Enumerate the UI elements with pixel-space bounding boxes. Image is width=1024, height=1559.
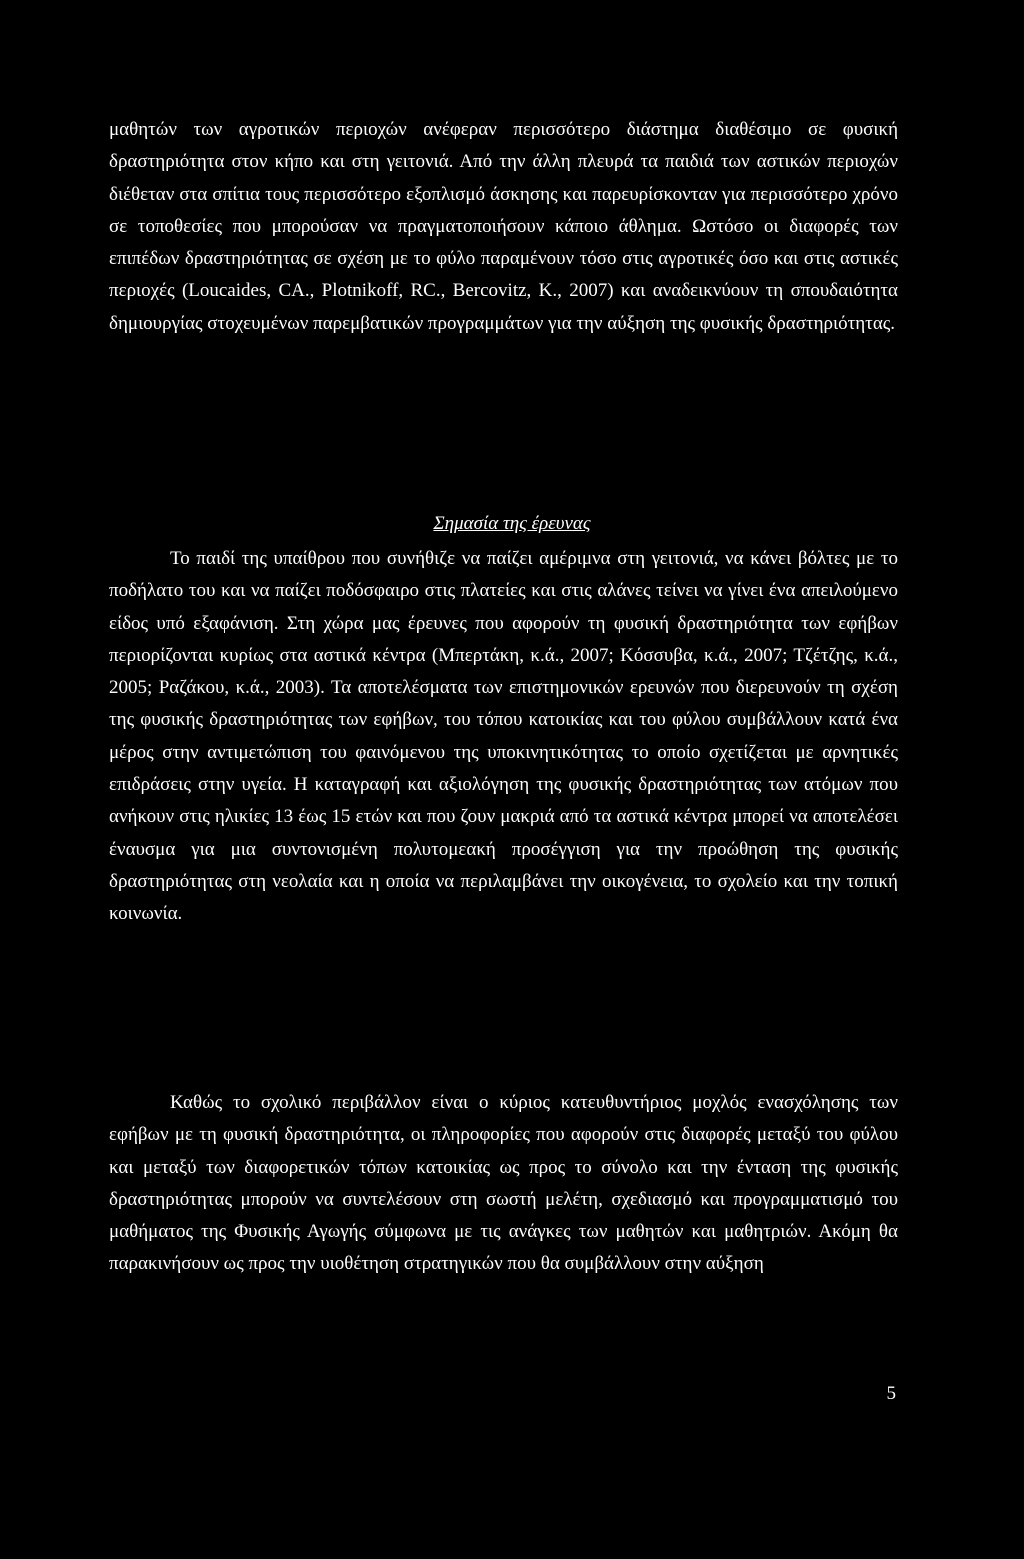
body-paragraph-3: Καθώς το σχολικό περιβάλλον είναι ο κύριος κατευθυντήριος μοχλός ενασχόλησης των εφήβων με τη φυσική δραστηριότητα, οι πληροφορίες που αφορούν στις διαφορές μεταξύ του φύλου και μεταξύ των διαφορετικών τόπων κατοικίας ως προς το σύνολο και την ένταση της φυσικής δραστηριότητας μπορούν να συντελέσουν στη σωστή μελέτη, σχεδιασμό και προγραμματισμό του μαθήματος της Φυσικής Αγωγής σύμφωνα με τις ανάγκες των μαθητών και μαθητριών. Ακόμη θα παρακινήσουν ως προς την υιοθέτηση στρατηγικών που θα συμβάλλουν στην αύξηση xyxy=(109,1092,898,1275)
body-paragraph-1: μαθητών των αγροτικών περιοχών ανέφεραν περισσότερο διάστημα διαθέσιμο σε φυσική δραστηριότητα στον κήπο και στη γειτονιά. Από την άλλη πλευρά τα παιδιά των αστικών περιοχών διέθεταν στα σπίτια τους περισσότερο εξοπλισμό άσκησης και παρευρίσκονταν για περισσότερο χρόνο σε τοποθεσίες που μπορούσαν να πραγματοποιήσουν κάποιο άθλημα. Ωστόσο οι διαφορές των επιπέδων δραστηριότητας σε σχέση με το φύλο παραμένουν τόσο στις αγροτικές όσο και στις αστικές περιοχές (Loucaides, CA., Plotnikoff, RC., Bercovitz, K., 2007) και αναδεικνύουν τη σπουδαιότητα δημιουργίας στοχευμένων παρεμβατικών προγραμμάτων για την αύξηση της φυσικής δραστηριότητας. xyxy=(109,119,898,334)
page-number: 5 xyxy=(886,1383,896,1404)
body-paragraph-2: Το παιδί της υπαίθρου που συνήθιζε να παίζει αμέριμνα στη γειτονιά, να κάνει βόλτες με το ποδήλατο του και να παίζει ποδόσφαιρο στις πλατείες και στις αλάνες τείνει να γίνει ένα απειλούμενο είδος υπό εξαφάνιση. Στη χώρα μας έρευνες που αφορούν τη φυσική δραστηριότητα των εφήβων περιορίζονται κυρίως στα αστικά κέντρα (Μπερτάκη, κ.ά., 2007; Κόσσυβα, κ.ά., 2007; Τζέτζης, κ.ά., 2005; Ραζάκου, κ.ά., 2003). Τα αποτελέσματα των επιστημονικών ερευνών που διερευνούν τη σχέση της φυσικής δραστηριότητας των εφήβων, του τόπου κατοικίας και του φύλου συμβάλλουν κατά ένα μέρος στην αντιμετώπιση του φαινόμενου της υποκινητικότητας το οποίο σχετίζεται με αρνητικές επιδράσεις στην υγεία. Η καταγραφή και αξιολόγηση της φυσικής δραστηριότητας των ατόμων που ανήκουν στις ηλικίες 13 έως 15 ετών και που ζουν μακριά από τα αστικά κέντρα μπορεί να αποτελέσει έναυσμα για μια συντονισμένη πολυτομεακή προσέγγιση για την προώθηση της φυσικής δραστηριότητας στη νεολαία και η οποία να περιλαμβάνει την οικογένεια, το σχολείο και την τοπική κοινωνία. xyxy=(109,548,898,925)
section-heading: Σημασία της έρευνας xyxy=(433,513,591,534)
